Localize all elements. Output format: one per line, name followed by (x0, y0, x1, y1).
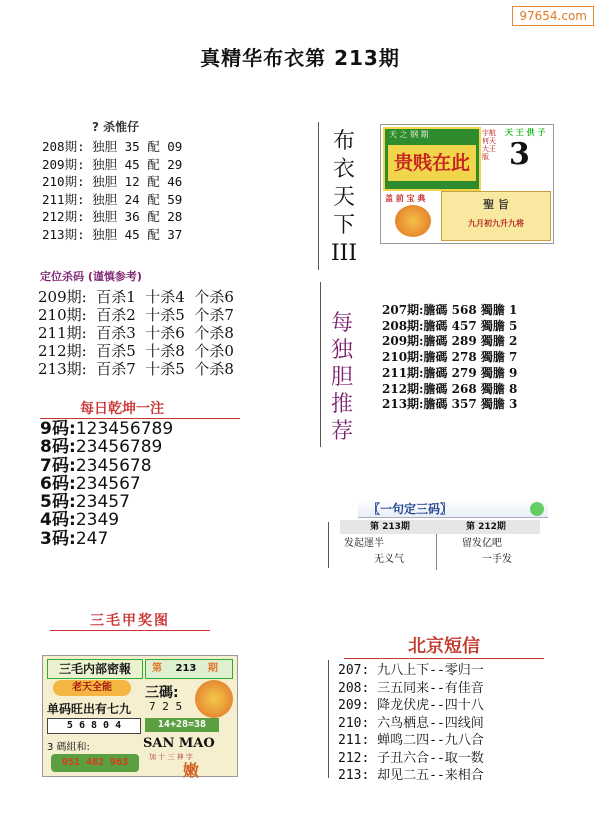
list-item: 211期: 独胆 24 配 59 (42, 191, 183, 207)
char: 推 (330, 392, 353, 417)
sanmao-image (42, 655, 238, 780)
list-item: 210期: 独胆 12 配 46 (42, 174, 183, 189)
buyi-vertical-title (326, 128, 362, 268)
sanmao-tail-small: 加 十 三 神 字 (149, 753, 193, 761)
divider (328, 522, 329, 568)
list-item: 5码:23457 (40, 492, 130, 513)
list-item: 6码:234567 (40, 473, 141, 494)
sanmao-digits: 5 6 8 0 4 (47, 718, 141, 734)
beijing-list (338, 662, 484, 785)
list-item: 211期:膽碼 279 獨膽 9 (382, 365, 518, 380)
char: 天 (332, 185, 355, 210)
meidu-vertical-title (326, 310, 358, 445)
list-item: 207期:膽碼 568 獨膽 1 (382, 303, 518, 317)
char: III (330, 241, 358, 266)
list-item: 210: 六鸟栖息--四线间 (338, 715, 484, 731)
banner-small-text: 天 之 钢 期 (389, 130, 429, 139)
char: 布 (332, 129, 355, 154)
yiju-table (340, 500, 548, 570)
char: 胆 (330, 365, 353, 390)
list-item: 213期: 百杀7 十杀5 个杀8 (38, 360, 234, 378)
sanmao-period: 第 213 期 (145, 659, 233, 679)
flower-icon (195, 680, 233, 718)
list-item: 209期: 百杀1 十杀4 个杀6 (38, 288, 234, 306)
list-item: 212期:膽碼 268 獨膽 8 (382, 381, 518, 396)
scroll-image (441, 191, 551, 241)
divider (320, 282, 321, 447)
buyi-banner-image (380, 124, 554, 244)
list-item: 212期: 百杀5 十杀8 个杀0 (38, 342, 234, 360)
yiju-header-row: 第 213期 第 212期 (340, 520, 540, 534)
flower-icon (395, 205, 431, 237)
list-item: 209期: 独胆 45 配 29 (42, 156, 183, 172)
page-title: 真精华布衣第 213期 (200, 46, 400, 70)
sanmao-combo-code: 051 482 963 (51, 754, 139, 772)
qiankun-heading: 每日乾坤一注 (40, 398, 240, 419)
sanmao-wang: 单码旺出有七九 (47, 702, 132, 716)
list-item: 213期:膽碼 357 獨膽 3 (382, 397, 518, 412)
list-item: 208: 三五同来--有佳音 (338, 680, 484, 696)
list-item: 8码:23456789 (40, 437, 163, 458)
divider (328, 660, 329, 778)
char: 每 (330, 311, 353, 336)
dingwei-heading: 定位杀码 (谨慎参考) (40, 270, 142, 283)
list-item: 210期: 百杀2 十杀5 个杀7 (38, 306, 234, 324)
char: 衣 (332, 157, 355, 182)
banner-mid-text: 宇航何天大王版 (482, 129, 496, 161)
yiju-heading: 〖一句定三码〗 (358, 500, 548, 518)
list-item: 213: 却见二五--来相合 (338, 768, 484, 783)
banner-main-text: 贵贱在此 (388, 145, 476, 181)
sanmao-three-label: 三碼: (145, 685, 179, 701)
red-small-text: 盖 前 宝 典 (385, 194, 426, 203)
list-item: 211: 蝉鸣二四--九八合 (338, 733, 484, 748)
list-item: 212: 子丑六合--取一数 (338, 750, 484, 766)
scroll-text: 九月初九升九将 (468, 219, 524, 228)
scroll-title: 聖 旨 (483, 198, 509, 211)
meidu-list (382, 303, 517, 413)
dingwei-list (38, 288, 234, 378)
watermark: 97654.com (512, 6, 594, 26)
char: 下 (332, 213, 355, 238)
banner-green-box (383, 127, 481, 191)
sanmao-tail-big: 嫩 (183, 761, 200, 780)
sanmao-red-text: 老天全能 (53, 680, 131, 696)
list-item: 210期:膽碼 278 獨膽 7 (382, 350, 518, 365)
char: 荐 (330, 419, 353, 444)
divider (318, 122, 319, 270)
sanmao-heading: 三毛甲奖图 (50, 610, 210, 631)
fighting-list (42, 138, 182, 243)
list-item: 4码:2349 (40, 510, 120, 531)
list-item: 9码:123456789 (40, 419, 174, 439)
list-item: 211期: 百杀3 十杀6 个杀8 (38, 324, 234, 342)
list-item: 208期: 独胆 35 配 09 (42, 139, 183, 154)
sanmao-brand: SAN MAO (143, 736, 215, 751)
qiankun-list (40, 420, 173, 548)
list-item: 207: 九八上下--零归一 (338, 663, 484, 678)
banner-right-text: 天 王 供 子 (505, 128, 546, 137)
sanmao-combo-label: 3 碼組和: (47, 742, 90, 753)
yiju-col1: 发起運半 无义气 (344, 538, 404, 565)
fighting-heading: ? 杀惟仔 (92, 120, 140, 134)
list-item: 3码:247 (40, 528, 109, 549)
list-item: 212期: 独胆 36 配 28 (42, 209, 183, 224)
beijing-heading: 北京短信 (344, 632, 544, 659)
sanmao-three-code: 7 2 5 (149, 700, 183, 713)
list-item: 209: 降龙伏虎--四十八 (338, 698, 484, 713)
yiju-col2: 留发亿吧 一手发 (462, 538, 512, 565)
list-item: 208期:膽碼 457 獨膽 5 (382, 318, 518, 333)
ball-icon (530, 502, 544, 516)
list-item: 213期: 独胆 45 配 37 (42, 226, 183, 242)
calligraphy-glyph: 3 (509, 137, 530, 172)
char: 独 (330, 338, 353, 363)
list-item: 7码:2345678 (40, 455, 152, 476)
divider (436, 534, 437, 570)
sanmao-box-title: 三毛内部密報 (47, 659, 143, 679)
sanmao-calc: 14+28=38 (145, 718, 219, 732)
list-item: 209期:膽碼 289 獨膽 2 (382, 334, 518, 349)
